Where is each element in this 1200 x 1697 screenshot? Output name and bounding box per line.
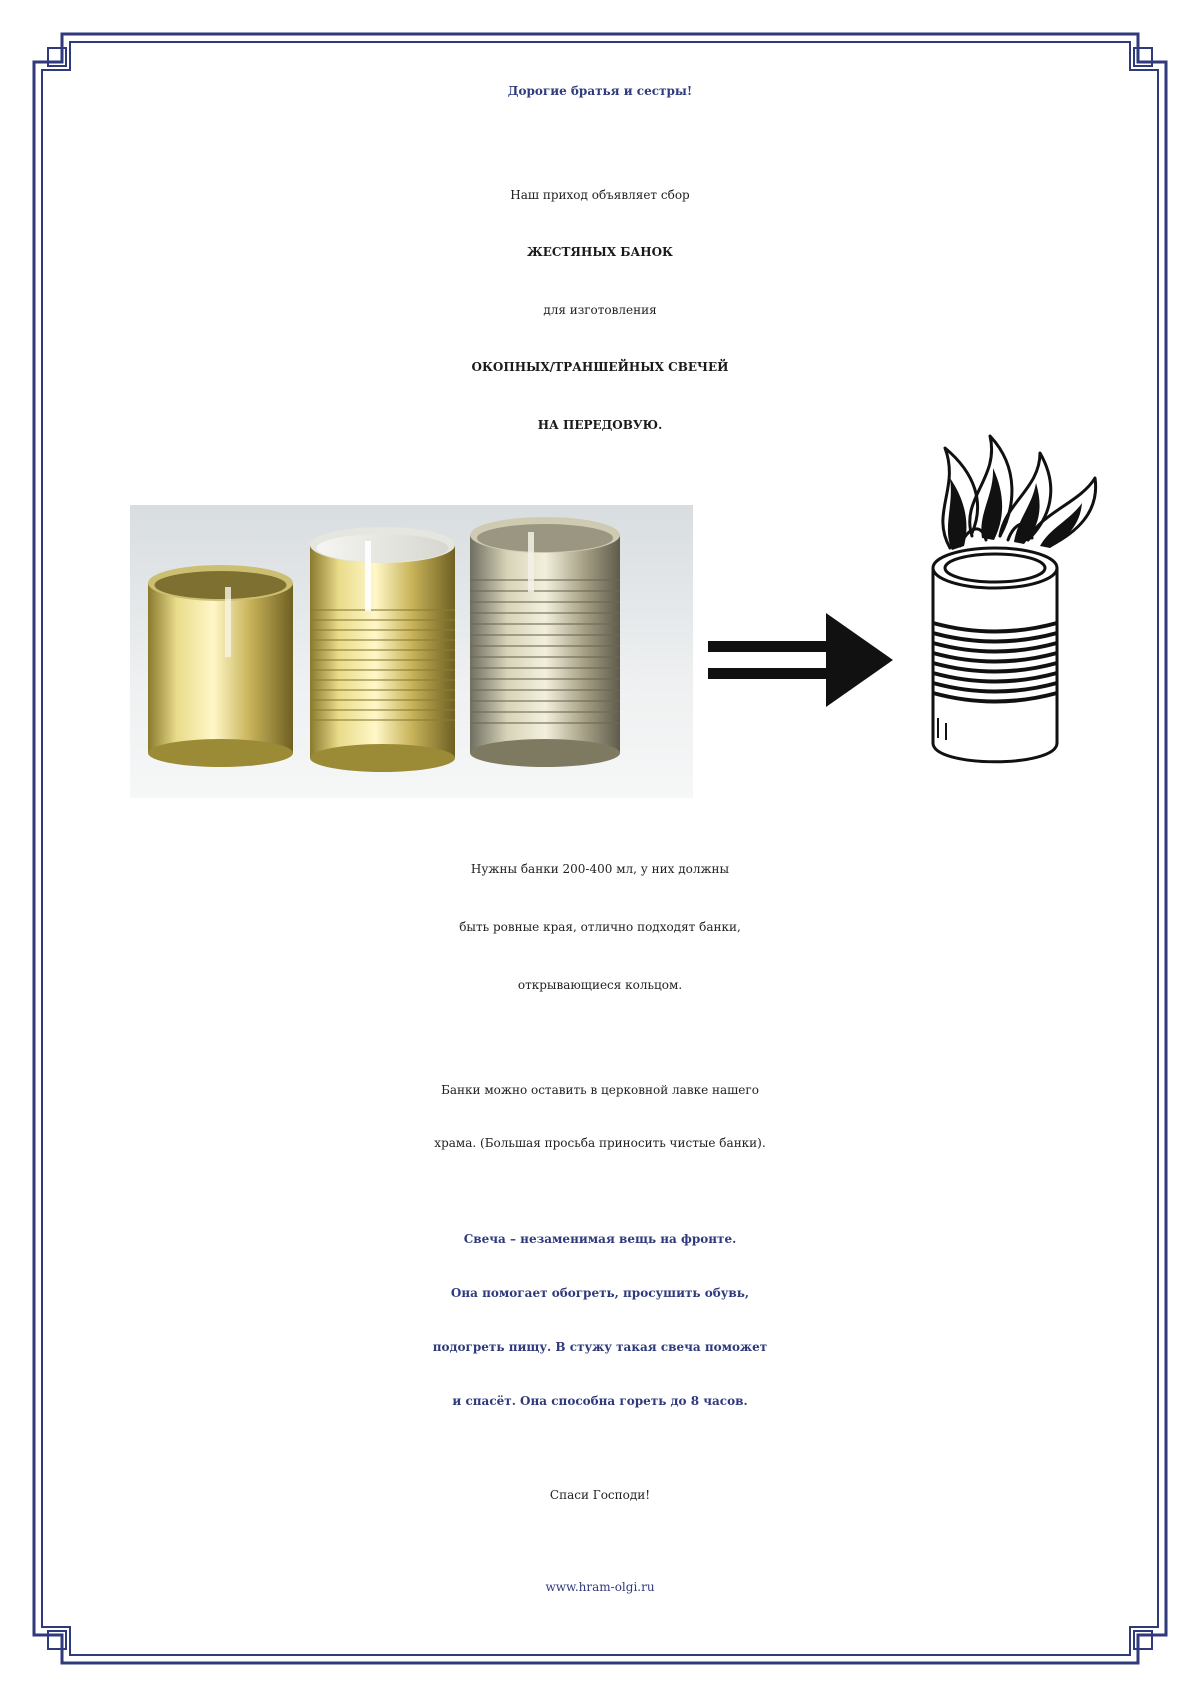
intro-line-3: для изготовления bbox=[543, 303, 657, 317]
ribbed-can-white bbox=[310, 527, 455, 772]
intro-line-5: НА ПЕРЕДОВУЮ. bbox=[537, 418, 663, 432]
greeting-heading: Дорогие братья и сестры! bbox=[507, 84, 693, 98]
website-link[interactable]: www.hram-olgi.ru bbox=[545, 1580, 655, 1594]
purpose-line-1: Свеча – незаменимая вещь на фронте. bbox=[463, 1232, 737, 1246]
dropoff-line-1: Банки можно оставить в церковной лавке нашего bbox=[441, 1083, 759, 1097]
burning-can-icon bbox=[890, 418, 1140, 788]
double-arrow-right-icon bbox=[708, 605, 893, 715]
intro-line-1: Наш приход объявляет сбор bbox=[510, 188, 690, 202]
ribbed-can-silver bbox=[470, 517, 620, 767]
purpose-line-2: Она помогает обогреть, просушить обувь, bbox=[450, 1286, 750, 1300]
requirements-line-2: быть ровные края, отлично подходят банки, bbox=[459, 920, 741, 934]
purpose-line-3: подогреть пищу. В стужу такая свеча поможет bbox=[432, 1340, 768, 1354]
intro-line-2: ЖЕСТЯНЫХ БАНОК bbox=[527, 245, 673, 259]
smooth-can bbox=[148, 565, 293, 767]
tin-cans-photo bbox=[130, 505, 693, 798]
dropoff-line-2: храма. (Большая просьба приносить чистые банки). bbox=[434, 1136, 766, 1150]
requirements-line-3: открывающиеся кольцом. bbox=[517, 978, 683, 992]
requirements-line-1: Нужны банки 200-400 мл, у них должны bbox=[470, 862, 730, 876]
purpose-line-4: и спасёт. Она способна гореть до 8 часов. bbox=[452, 1394, 748, 1408]
blessing-text: Спаси Господи! bbox=[549, 1488, 651, 1502]
intro-line-4: ОКОПНЫХ/ТРАНШЕЙНЫХ СВЕЧЕЙ bbox=[471, 360, 729, 374]
